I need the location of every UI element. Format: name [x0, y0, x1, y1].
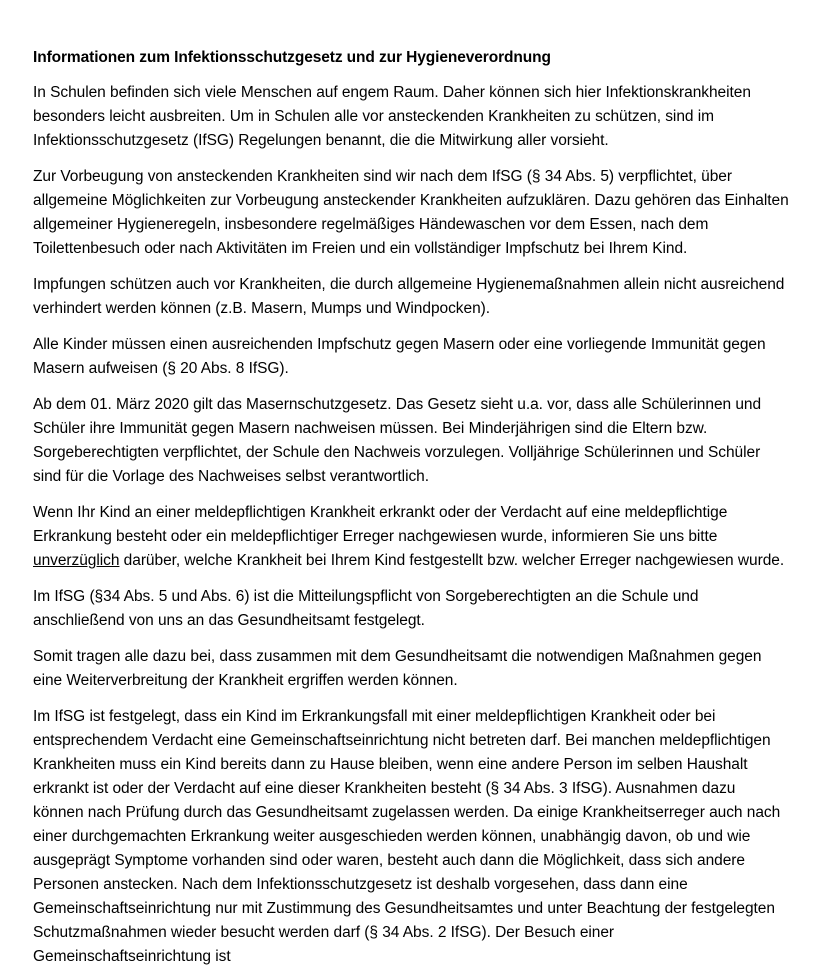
paragraph-gemeinschaftseinrichtung: Im IfSG ist festgelegt, dass ein Kind im Erkrankungsfall mit einer meldepflichtigen Krankheit oder bei entsprechendem Verdacht eine Gemeinschaftseinrichtung nicht betreten darf. Bei manchen meldepflichtigen Krankheiten muss ein Kind bereits dann zu Hause bleiben, wenn eine andere Person im selben Haushalt erkrankt ist oder der Verdacht auf eine dieser Krankheiten besteht (§ 34 Abs. 3 IfSG). Ausnahmen dazu können nach Prüfung durch das Gesundheitsamt zugelassen werden. Da einige Krankheitserreger auch nach einer durchgemachten Erkrankung weiter ausgeschieden werden können, unabhängig davon, ob und wie ausgeprägt Symptome vorhanden sind oder waren, besteht auch dann die Möglichkeit, dass sich andere Personen anstecken. Nach dem Infektionsschutzgesetz ist deshalb vorgesehen, dass dann eine Gemeinschaftseinrichtung nur mit Zustimmung des Gesundheitsamtes und unter Beachtung der festgelegten Schutzmaßnahmen wieder besucht werden darf (§ 34 Abs. 2 IfSG). Der Besuch einer Gemeinschaftseinrichtung ist: [33, 708, 781, 965]
paragraph-masern-impfschutz: Alle Kinder müssen einen ausreichenden Impfschutz gegen Masern oder eine vorliegende Immunität gegen Masern aufweisen (§ 20 Abs. 8 IfSG).: [33, 336, 766, 377]
text-segment-after-emphasis: darüber, welche Krankheit bei Ihrem Kind festgestellt bzw. welcher Erreger nachgewiesen wurde.: [119, 552, 785, 569]
paragraph-meldepflichtige-krankheit: [33, 501, 790, 573]
paragraph-intro-schulen: In Schulen befinden sich viele Menschen auf engem Raum. Daher können sich hier Infektionskrankheiten besonders leicht ausbreiten. Um in Schulen alle vor ansteckenden Krankheiten zu schützen, sind im Infektionsschutzgesetz (IfSG) Regelungen benannt, die die Mitwirkung aller vorsieht.: [33, 84, 751, 149]
paragraph-impfungen-schuetzen: Impfungen schützen auch vor Krankheiten, die durch allgemeine Hygienemaßnahmen allein nicht ausreichend verhindert werden können (z.B. Masern, Mumps und Windpocken).: [33, 276, 785, 317]
emphasis-unverzueglich: unverzüglich: [33, 552, 120, 569]
paragraph-mitteilungspflicht: Im IfSG (§34 Abs. 5 und Abs. 6) ist die Mitteilungspflicht von Sorgeberechtigten an die Schule und anschließend von uns an das Gesundheitsamt festgelegt.: [33, 588, 699, 629]
paragraph-massnahmen: Somit tragen alle dazu bei, dass zusammen mit dem Gesundheitsamt die notwendigen Maßnahmen gegen eine Weiterverbreitung der Krankheit ergriffen werden können.: [33, 648, 762, 689]
paragraph-masernschutzgesetz: Ab dem 01. März 2020 gilt das Masernschutzgesetz. Das Gesetz sieht u.a. vor, dass alle Schülerinnen und Schüler ihre Immunität gegen Masern nachweisen müssen. Bei Minderjährigen sind die Eltern bzw. Sorgeberechtigten verpflichtet, der Schule den Nachweis vorzulegen. Volljährige Schülerinnen und Schüler sind für die Vorlage des Nachweises selbst verantwortlich.: [33, 396, 762, 485]
text-segment-before-emphasis: Wenn Ihr Kind an einer meldepflichtigen Krankheit erkrankt oder der Verdacht auf eine meldepflichtige Erkrankung besteht oder ein meldepflichtiger Erreger nachgewiesen wurde, informieren Sie uns bitte: [33, 504, 728, 545]
page-title: Informationen zum Infektionsschutzgesetz und zur Hygieneverordnung: [33, 49, 551, 66]
paragraph-vorbeugung: Zur Vorbeugung von ansteckenden Krankheiten sind wir nach dem IfSG (§ 34 Abs. 5) verpflichtet, über allgemeine Möglichkeiten zur Vorbeugung ansteckender Krankheiten aufzuklären. Dazu gehören das Einhalten allgemeiner Hygieneregeln, insbesondere regelmäßiges Händewaschen vor dem Essen, nach dem Toilettenbesuch oder nach Aktivitäten im Freien und ein vollständiger Impfschutz bei Ihrem Kind.: [33, 168, 789, 257]
